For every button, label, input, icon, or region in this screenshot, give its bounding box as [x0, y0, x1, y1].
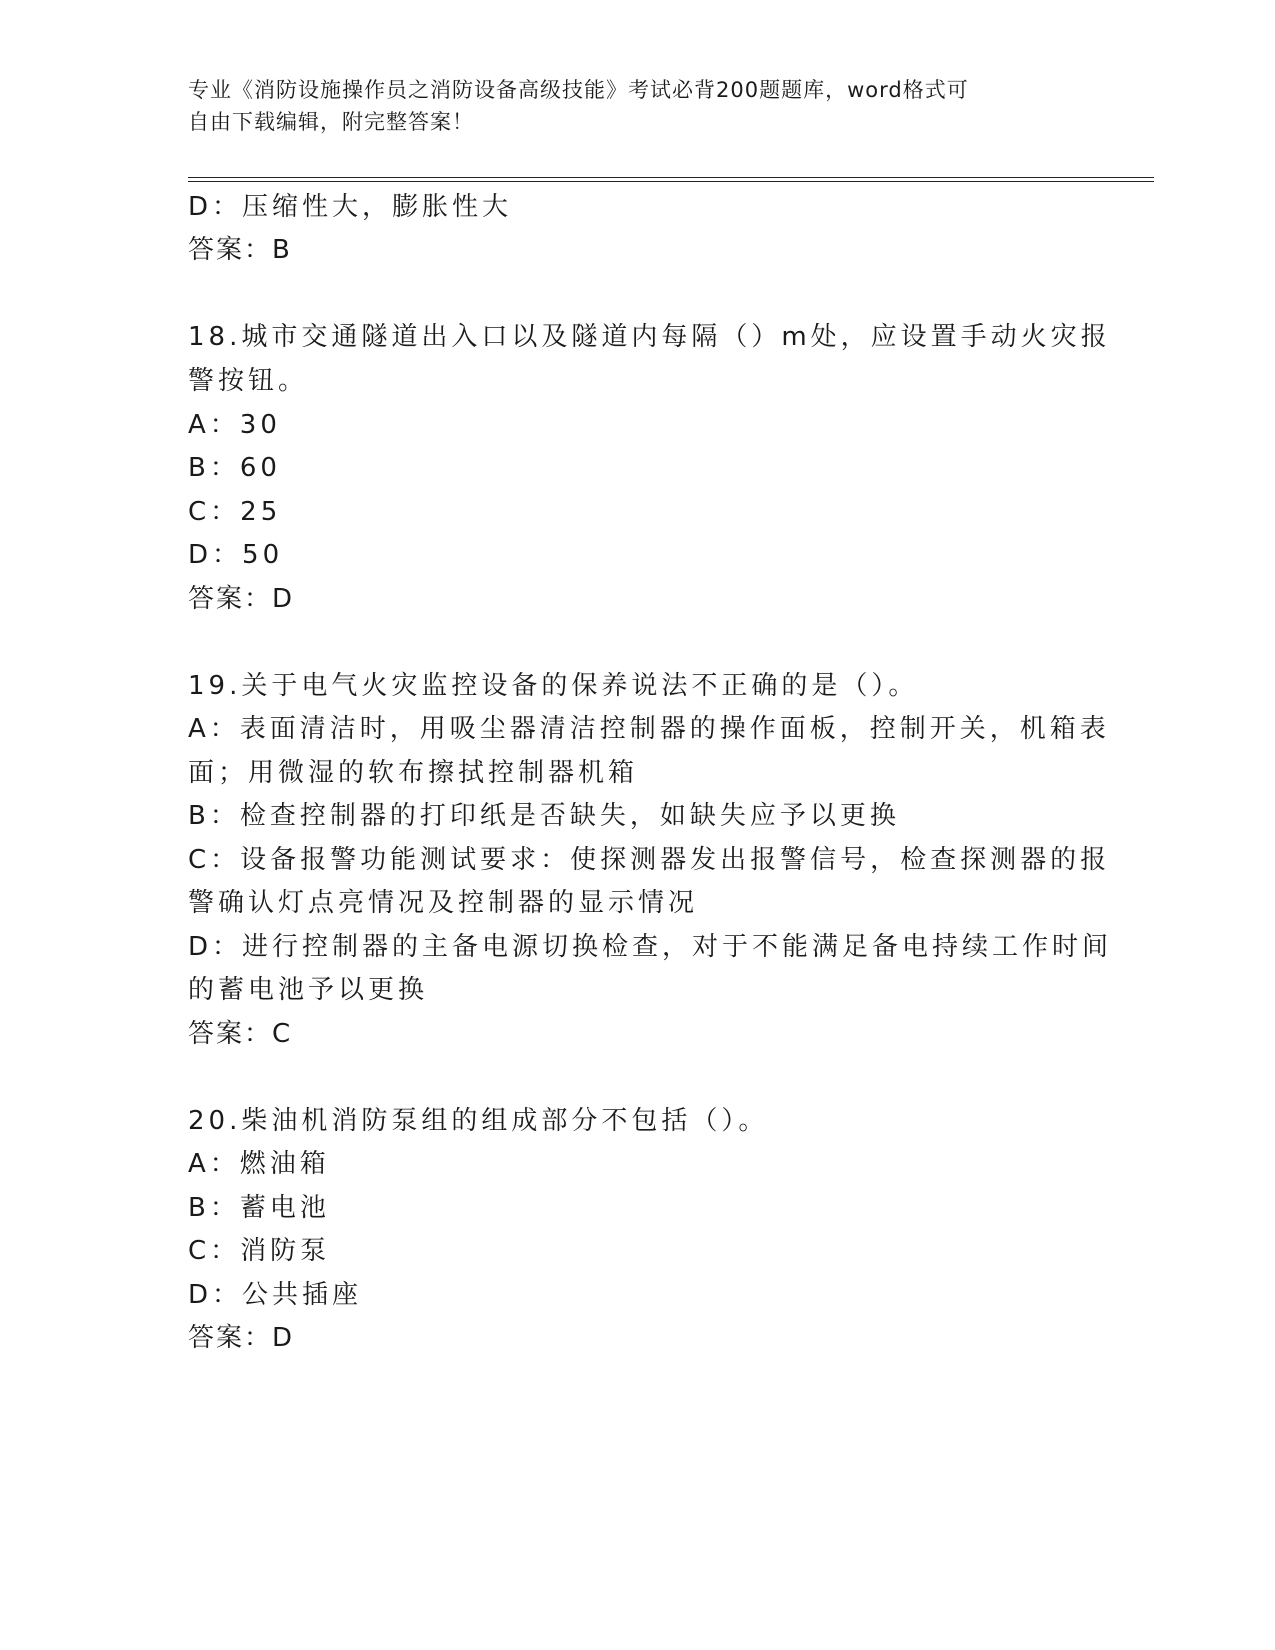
q19-option-d-line-2: 的蓄电池予以更换: [188, 975, 429, 1005]
q20-option-a: A：燃油箱: [188, 1149, 330, 1179]
q18-stem-line-2: 警按钮。: [188, 366, 309, 396]
q18-option-c: C：25: [188, 497, 282, 527]
header-divider: [188, 177, 1154, 182]
header-line-2: 自由下载编辑，附完整答案！: [188, 110, 474, 134]
q19-answer: 答案：C: [188, 1019, 293, 1049]
q18-stem-line-1: 18.城市交通隧道出入口以及隧道内每隔（）m处，应设置手动火灾报: [188, 322, 1111, 352]
q19-option-b: B：检查控制器的打印纸是否缺失，如缺失应予以更换: [188, 801, 900, 831]
q19-option-a-line-1: A：表面清洁时，用吸尘器清洁控制器的操作面板，控制开关，机箱表: [188, 714, 1110, 744]
q19-option-d-line-1: D：进行控制器的主备电源切换检查，对于不能满足备电持续工作时间: [188, 932, 1113, 962]
q20-option-b: B：蓄电池: [188, 1193, 330, 1223]
q17-option-d: D：压缩性大，膨胀性大: [188, 192, 513, 222]
q18-option-d: D：50: [188, 540, 284, 570]
document-header: [188, 74, 1068, 138]
q19-option-c-line-1: C：设备报警功能测试要求：使探测器发出报警信号，检查探测器的报: [188, 845, 1111, 875]
q19-stem: 19.关于电气火灾监控设备的保养说法不正确的是（）。: [188, 671, 919, 701]
q20-stem: 20.柴油机消防泵组的组成部分不包括（）。: [188, 1106, 769, 1136]
q19-option-c-line-2: 警确认灯点亮情况及控制器的显示情况: [188, 888, 699, 918]
q18-option-a: A：30: [188, 410, 281, 440]
header-line-1: 专业《消防设施操作员之消防设备高级技能》考试必背200题题库，word格式可: [188, 78, 969, 102]
q18-answer: 答案：D: [188, 584, 295, 614]
q20-option-c: C：消防泵: [188, 1236, 331, 1266]
q18-option-b: B：60: [188, 453, 281, 483]
q20-option-d: D：公共插座: [188, 1280, 363, 1310]
q20-answer: 答案：D: [188, 1323, 295, 1353]
q17-answer: 答案：B: [188, 235, 292, 265]
q19-option-a-line-2: 面；用微湿的软布擦拭控制器机箱: [188, 758, 639, 788]
